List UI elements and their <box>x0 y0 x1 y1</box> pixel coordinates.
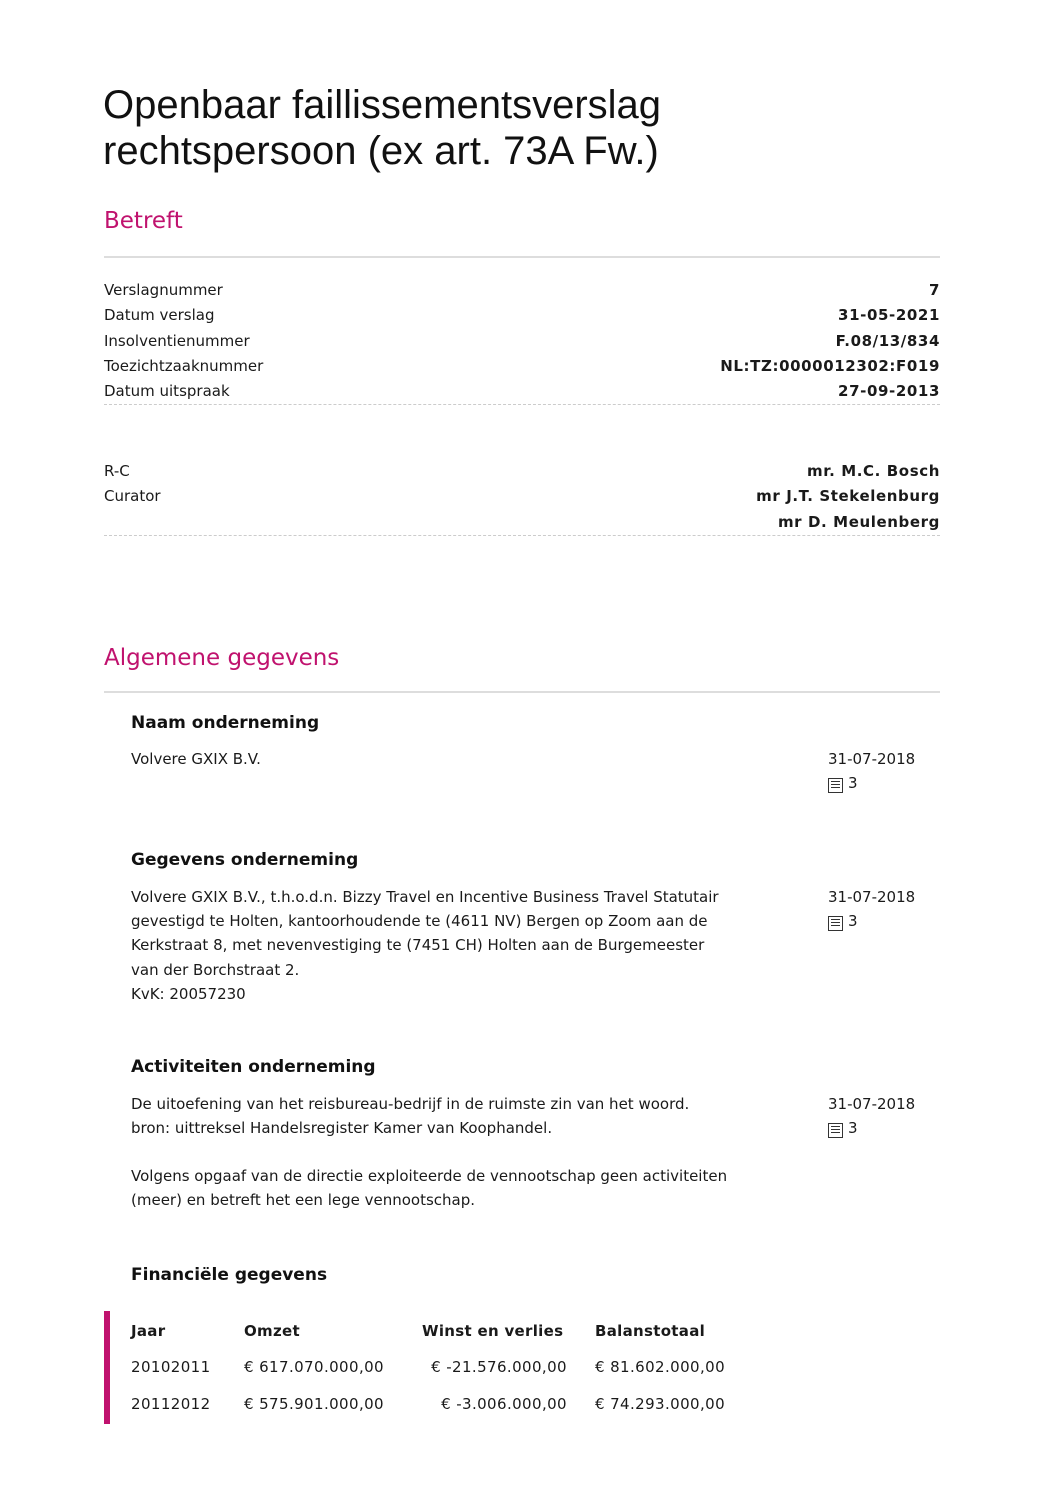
persons-table <box>104 459 940 536</box>
activiteiten-line: Volgens opgaaf van de directie exploiteerde de vennootschap geen activiteiten <box>131 1167 728 1185</box>
gegevens-text <box>131 885 811 1006</box>
report-number: 3 <box>848 912 858 931</box>
gegevens-line: van der Borchstraat 2. <box>131 960 300 979</box>
title-line-1: Openbaar faillissementsverslag <box>103 83 662 127</box>
case-value: 27-09-2013 <box>838 382 940 401</box>
section-title-algemene-gegevens: Algemene gegevens <box>104 645 340 671</box>
table-cell: € 74.293.000,00 <box>595 1394 726 1413</box>
table-accent-bar <box>104 1311 110 1424</box>
gegevens-line: KvK: 20057230 <box>131 984 246 1003</box>
table-cell: € 81.602.000,00 <box>595 1357 726 1376</box>
case-details-table <box>104 278 940 405</box>
column-header: Omzet <box>244 1322 300 1340</box>
case-value: F.08/13/834 <box>835 331 940 350</box>
gegevens-line: gevestigd te Holten, kantoorhoudende te (4611 NV) Bergen op Zoom aan de <box>131 912 708 931</box>
table-header-row <box>131 1314 755 1348</box>
report-number: 3 <box>848 774 858 793</box>
case-row-insolventienummer <box>104 329 940 354</box>
gegevens-date: 31-07-2018 <box>828 888 916 906</box>
naam-report-ref[interactable] <box>828 771 938 795</box>
gegevens-report-ref[interactable] <box>828 909 938 933</box>
report-number: 3 <box>848 1119 858 1138</box>
case-value: 31-05-2021 <box>838 306 940 325</box>
table-cell: € 575.901.000,00 <box>244 1394 384 1413</box>
naam-meta <box>828 747 938 795</box>
case-label: Toezichtzaaknummer <box>104 356 264 375</box>
person-value: mr D. Meulenberg <box>777 512 940 531</box>
gegevens-line: Volvere GXIX B.V., t.h.o.d.n. Bizzy Travel en Incentive Business Travel Statutair <box>131 888 719 906</box>
person-row-rc <box>104 459 940 484</box>
person-label: Curator <box>104 487 161 506</box>
section-title-betreft: Betreft <box>104 208 183 234</box>
case-label: Datum uitspraak <box>104 382 230 401</box>
person-label: R-C <box>104 462 130 480</box>
gegevens-line: Kerkstraat 8, met nevenvestiging te (7451 CH) Holten aan de Burgemeester <box>131 936 705 955</box>
document-icon <box>828 1123 843 1138</box>
person-row-curator-2 <box>104 510 940 535</box>
table-row <box>131 1348 755 1385</box>
table-cell: 20102011 <box>131 1357 211 1376</box>
activiteiten-line: (meer) en betreft het een lege vennootschap. <box>131 1191 476 1210</box>
table-cell: 20112012 <box>131 1394 211 1413</box>
activiteiten-meta <box>828 1092 938 1140</box>
divider <box>104 256 940 258</box>
naam-line: Volvere GXIX B.V. <box>131 750 261 768</box>
case-value: NL:TZ:0000012302:F019 <box>720 356 940 375</box>
case-row-datum-uitspraak <box>104 379 940 404</box>
case-row-verslagnummer <box>104 278 940 303</box>
subsection-title-activiteiten: Activiteiten onderneming <box>131 1057 376 1077</box>
column-header: Jaar <box>131 1322 166 1340</box>
document-icon <box>828 778 843 793</box>
column-header: Winst en verlies <box>422 1322 564 1340</box>
naam-text <box>131 747 811 771</box>
table-cell: € 617.070.000,00 <box>244 1357 384 1376</box>
case-value: 7 <box>928 281 940 299</box>
divider <box>104 691 940 693</box>
column-header: Balanstotaal <box>595 1322 706 1340</box>
activiteiten-line: bron: uittreksel Handelsregister Kamer van Koophandel. <box>131 1119 553 1138</box>
table-cell: € -21.576.000,00 <box>431 1357 567 1376</box>
document-icon <box>828 916 843 931</box>
case-row-datum-verslag <box>104 303 940 328</box>
activiteiten-date: 31-07-2018 <box>828 1095 916 1113</box>
page-title <box>103 82 943 174</box>
subsection-title-gegevens: Gegevens onderneming <box>131 850 359 870</box>
case-row-toezichtzaaknummer <box>104 354 940 379</box>
subsection-title-naam: Naam onderneming <box>131 713 320 733</box>
title-line-2: rechtspersoon (ex art. 73A Fw.) <box>103 129 659 173</box>
financial-table <box>131 1314 755 1422</box>
case-label: Verslagnummer <box>104 281 223 299</box>
person-value: mr. M.C. Bosch <box>807 462 940 480</box>
subsection-title-financieel: Financiële gegevens <box>131 1265 328 1285</box>
person-row-curator <box>104 484 940 509</box>
activiteiten-text <box>131 1092 811 1140</box>
activiteiten-text-2 <box>131 1164 811 1212</box>
table-cell: € -3.006.000,00 <box>441 1394 567 1413</box>
naam-date: 31-07-2018 <box>828 750 916 768</box>
person-value: mr J.T. Stekelenburg <box>756 487 940 506</box>
case-label: Datum verslag <box>104 306 215 325</box>
table-row <box>131 1385 755 1422</box>
case-label: Insolventienummer <box>104 331 250 350</box>
activiteiten-line: De uitoefening van het reisbureau-bedrijf in de ruimste zin van het woord. <box>131 1095 690 1113</box>
activiteiten-report-ref[interactable] <box>828 1116 938 1140</box>
gegevens-meta <box>828 885 938 933</box>
